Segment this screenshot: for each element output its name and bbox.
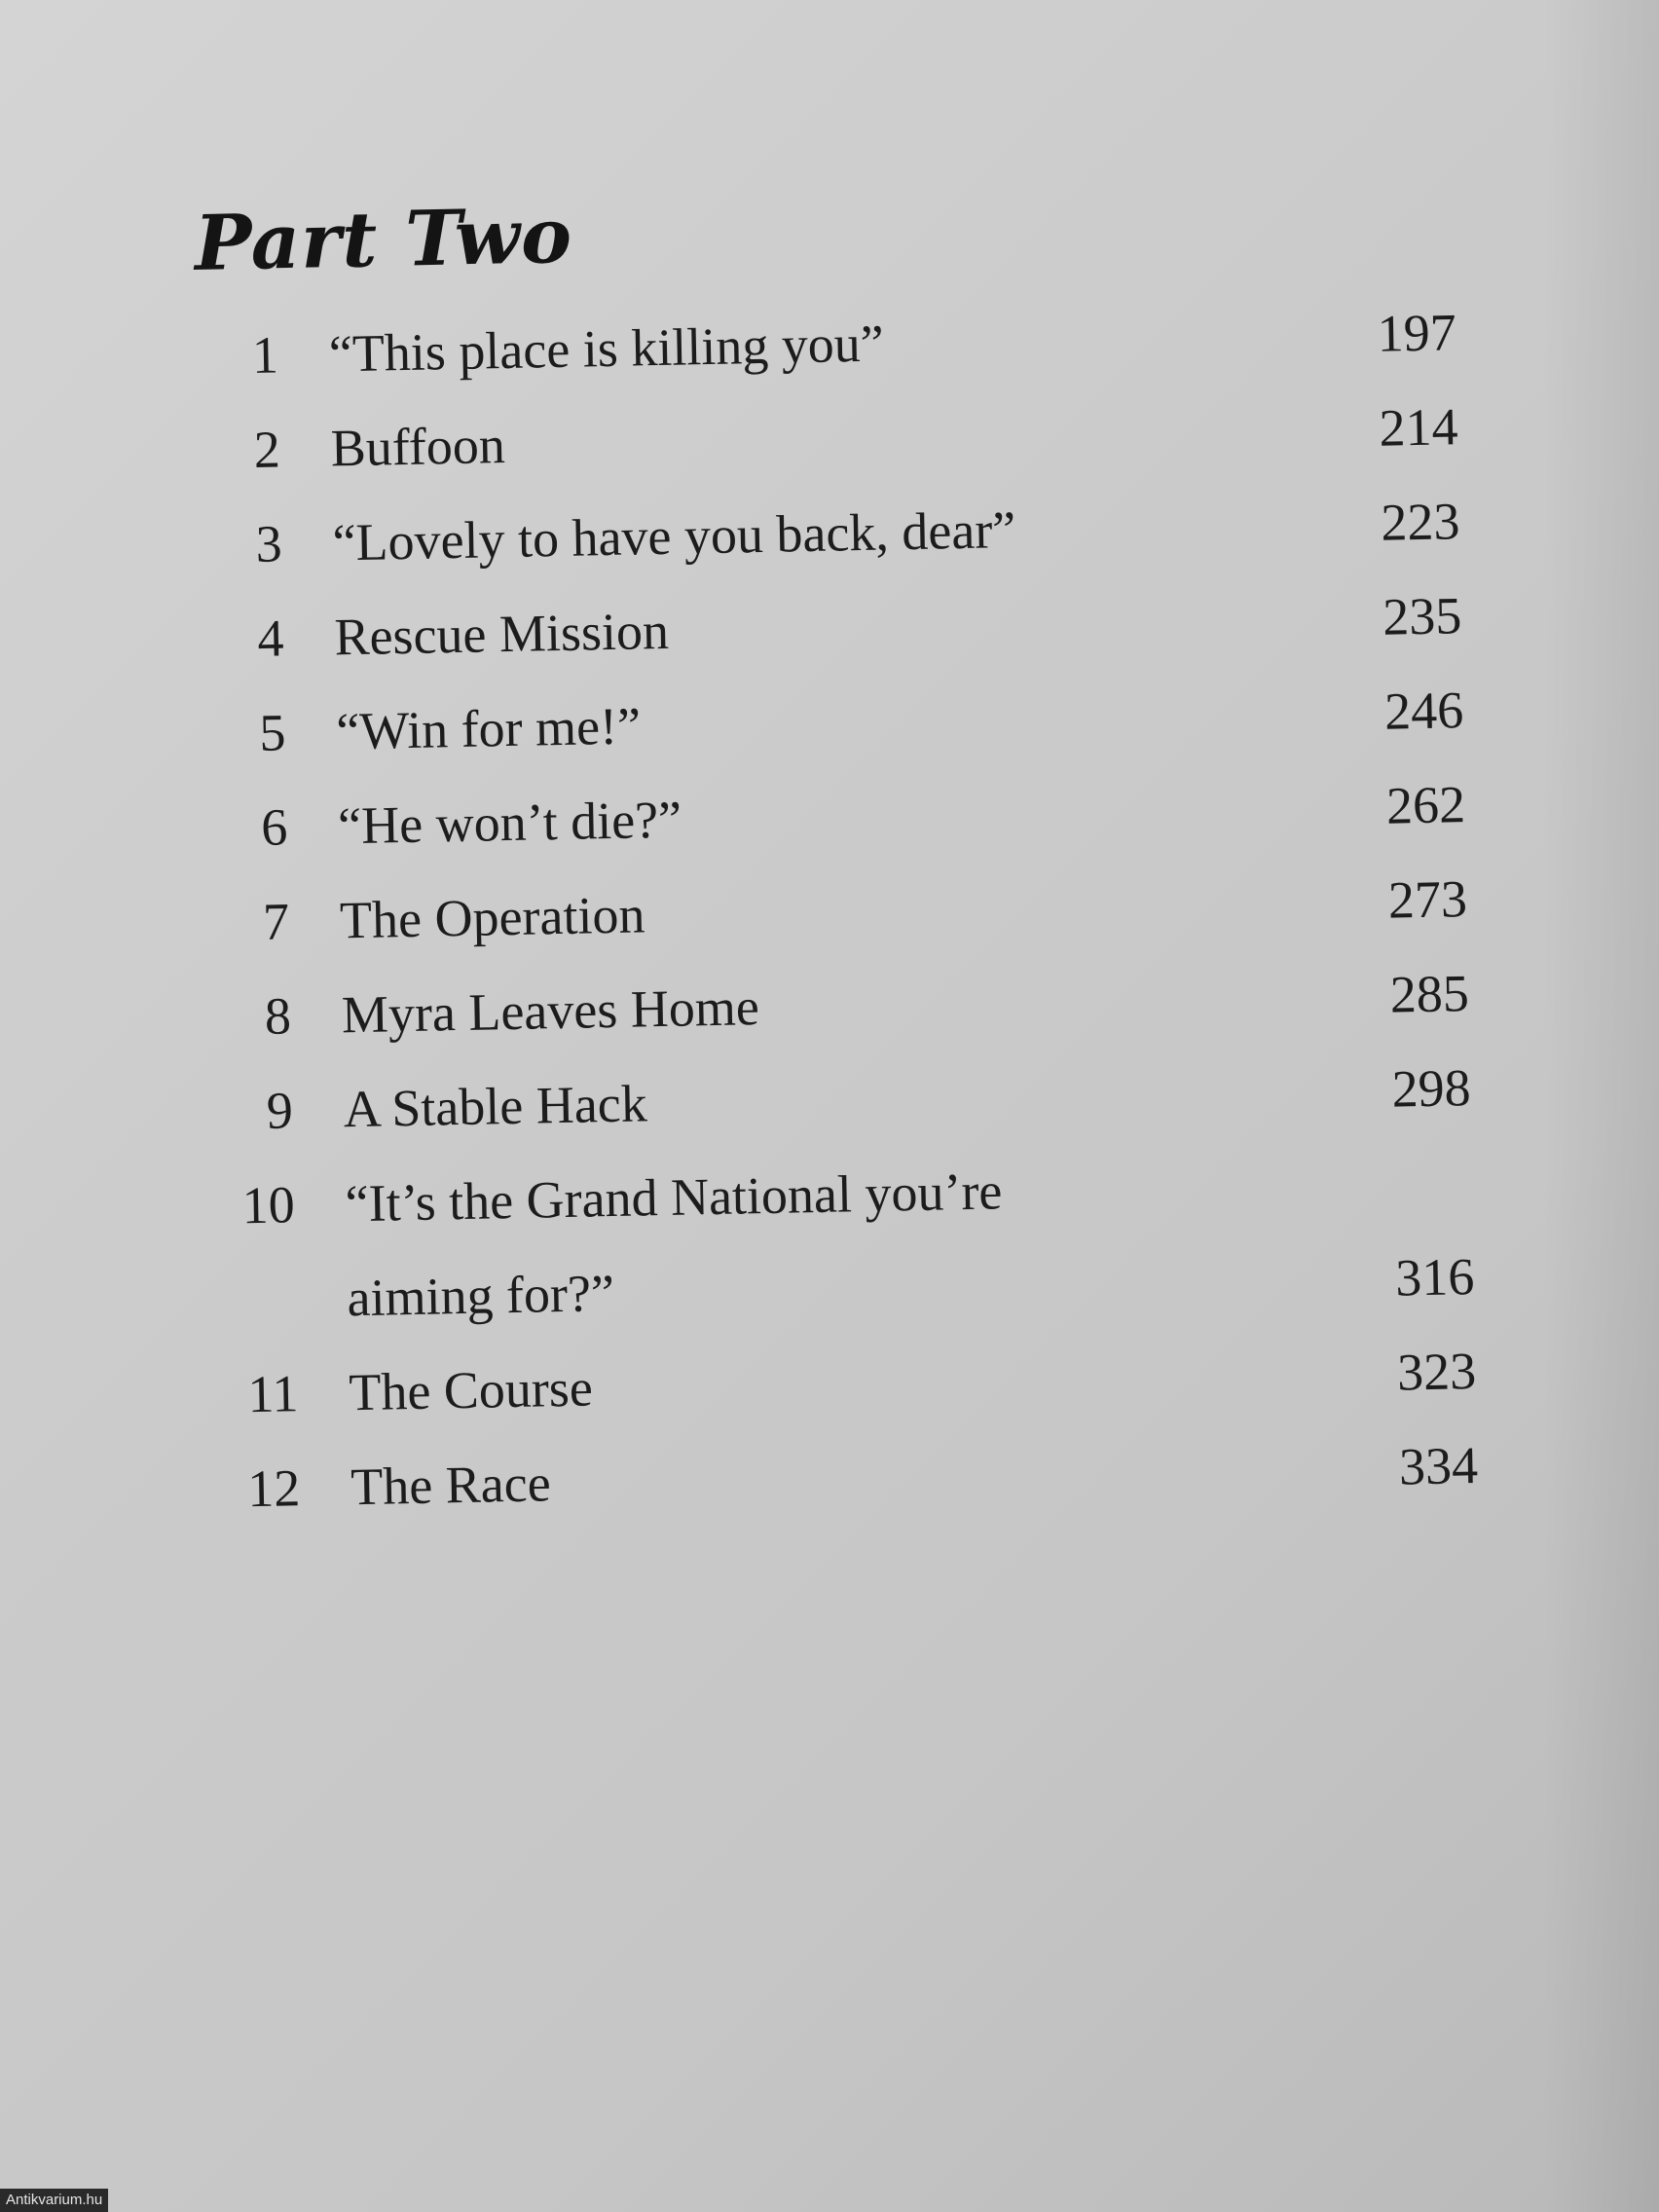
chapter-title-line: “Win for me!” (335, 696, 642, 761)
chapter-title (337, 760, 1312, 873)
chapter-title (350, 1421, 1325, 1534)
page-number: 298 (1391, 1058, 1472, 1119)
watermark-label: Antikvarium.hu (0, 2189, 108, 2212)
chapter-title-line: “It’s the Grand National you’re (345, 1161, 1003, 1234)
page-edge-shadow (1542, 0, 1659, 2212)
chapter-number: 5 (258, 703, 286, 762)
chapter-title (328, 288, 1304, 401)
chapter-number: 9 (266, 1081, 294, 1140)
chapter-title (348, 1327, 1323, 1440)
chapter-number: 12 (246, 1458, 301, 1519)
chapter-title (341, 949, 1316, 1062)
chapter-number: 7 (262, 892, 290, 951)
part-heading: Part Two (194, 191, 573, 288)
chapter-title-line: Rescue Mission (333, 601, 670, 667)
page-number: 273 (1387, 869, 1468, 930)
chapter-title (334, 571, 1309, 684)
chapter-title-line: Myra Leaves Home (341, 977, 760, 1045)
chapter-number: 6 (260, 797, 288, 857)
page-number: 285 (1389, 964, 1470, 1024)
page-number: 262 (1385, 775, 1466, 835)
chapter-title (345, 1138, 1322, 1346)
page-number: 197 (1377, 303, 1457, 363)
chapter-title-line: The Race (350, 1454, 552, 1517)
chapter-number: 8 (264, 986, 292, 1046)
chapter-title-line: aiming for?” (346, 1264, 615, 1328)
table-of-contents (200, 285, 1508, 1537)
chapter-number: 2 (253, 420, 281, 479)
chapter-title-line: “This place is killing you” (328, 313, 885, 384)
chapter-number: 11 (246, 1364, 299, 1424)
chapter-title-line: Buffoon (330, 416, 506, 478)
page-number: 223 (1380, 492, 1460, 552)
page-number: 334 (1398, 1436, 1479, 1496)
chapter-number: 10 (241, 1175, 296, 1235)
chapter-title (332, 477, 1308, 590)
chapter-title-line: The Course (348, 1358, 594, 1422)
chapter-title (343, 1044, 1318, 1157)
chapter-title (335, 666, 1310, 779)
page-number: 323 (1396, 1342, 1477, 1402)
toc-entry (216, 1134, 1504, 1347)
page-number: 246 (1383, 681, 1464, 741)
chapter-title-line: The Operation (339, 885, 645, 950)
chapter-number: 1 (251, 325, 279, 385)
chapter-title-line: A Stable Hack (343, 1074, 648, 1139)
chapter-title (330, 383, 1306, 496)
chapter-number: 3 (255, 514, 283, 573)
chapter-title-line: “Lovely to have you back, dear” (332, 499, 1016, 572)
chapter-number: 4 (256, 608, 285, 668)
page-number: 316 (1394, 1247, 1475, 1308)
chapter-title-line: “He won’t die?” (337, 790, 682, 856)
chapter-title (339, 855, 1314, 968)
page-number: 235 (1382, 586, 1462, 646)
page-number: 214 (1378, 397, 1459, 458)
